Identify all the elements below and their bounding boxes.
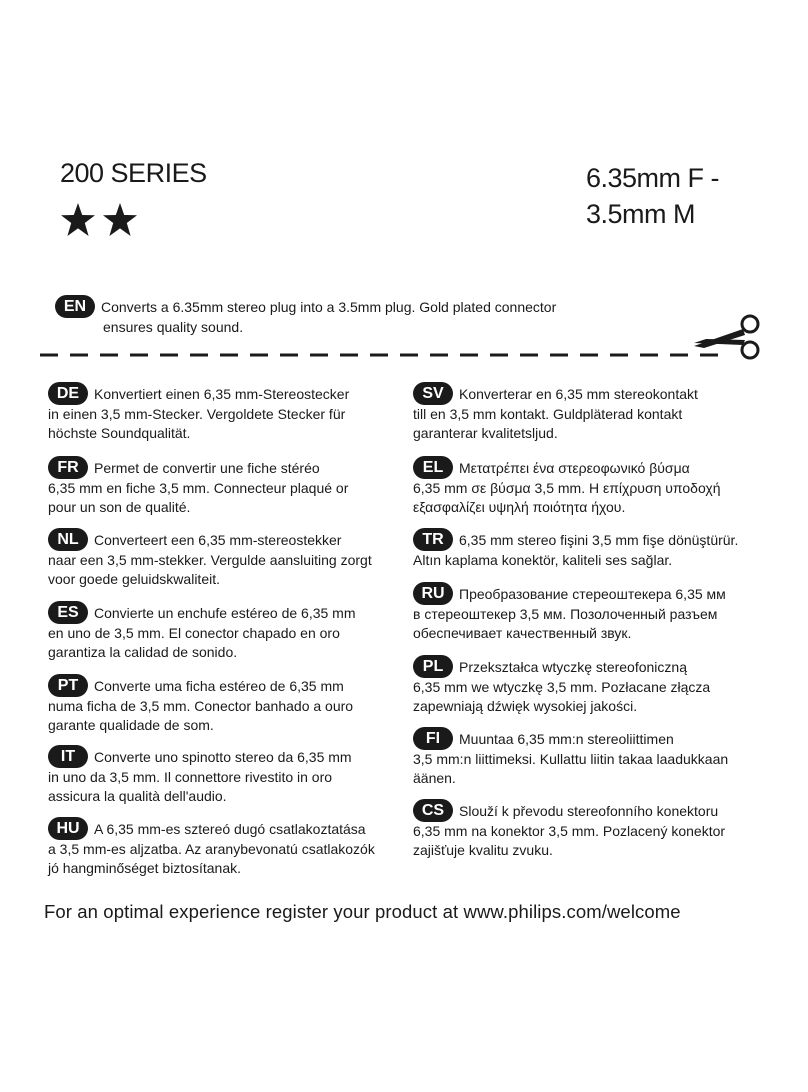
description-line: höchste Soundqualität. (48, 424, 191, 441)
description-line: A 6,35 mm-es sztereó dugó csatlakoztatása (94, 821, 366, 837)
description-line: Permet de convertir une fiche stéréo (94, 460, 320, 476)
description-line: Konvertiert einen 6,35 mm-Stereostecker (94, 386, 350, 402)
description-line: pour un son de qualité. (48, 498, 191, 515)
description-line: in einen 3,5 mm-Stecker. Vergoldete Stecker für (48, 405, 346, 422)
description-sv (413, 385, 698, 443)
description-line: ensures quality sound. (103, 318, 244, 335)
language-badge: DE (48, 382, 88, 405)
star-icon (60, 202, 96, 238)
description-cs (413, 802, 725, 860)
description-fr (48, 459, 348, 517)
description-line: 6,35 mm we wtyczkę 3,5 mm. Pozłacane złącza (413, 678, 711, 695)
description-line: Converte uma ficha estéreo de 6,35 mm (94, 678, 344, 694)
description-en (55, 298, 556, 337)
description-line: Преобразование стереоштекера 6,35 мм (459, 586, 726, 602)
description-line: Altın kaplama konektör, kaliteli ses sağlar. (413, 551, 673, 568)
description-line: 6,35 mm na konektor 3,5 mm. Pozlacený konektor (413, 822, 726, 839)
language-badge: EL (413, 456, 453, 479)
language-badge: IT (48, 745, 88, 768)
description-line: a 3,5 mm-es aljzatba. Az aranybevonatú csatlakozók (48, 840, 375, 857)
description-line: jó hangminőséget biztosítanak. (48, 859, 242, 876)
description-ru (413, 585, 726, 643)
product-name-line-1: 6.35mm F - (586, 163, 720, 193)
description-line: Converts a 6.35mm stereo plug into a 3.5mm plug. Gold plated connector (101, 299, 557, 315)
product-name (586, 160, 746, 232)
description-line: Przekształca wtyczkę stereofoniczną (459, 659, 687, 675)
language-badge: FR (48, 456, 88, 479)
language-badge: SV (413, 382, 453, 405)
description-line: Μετατρέπει ένα στερεοφωνικό βύσμα (459, 460, 690, 476)
scissors-icon (690, 312, 764, 367)
description-line: zapewniają dźwięk wysokiej jakości. (413, 697, 638, 714)
description-line: в стереоштекер 3,5 мм. Позолоченный разъем (413, 605, 718, 622)
description-fi (413, 730, 728, 788)
description-line: numa ficha de 3,5 mm. Conector banhado a ouro (48, 697, 354, 714)
description-line: Slouží k převodu stereofonního konektoru (459, 803, 719, 819)
language-badge: HU (48, 817, 88, 840)
description-it (48, 748, 352, 806)
description-line: till en 3,5 mm kontakt. Guldpläterad kontakt (413, 405, 683, 422)
description-el (413, 459, 721, 517)
language-badge: PT (48, 674, 88, 697)
description-line: 6,35 mm σε βύσμα 3,5 mm. Η επίχρυση υποδοχή (413, 479, 721, 496)
language-badge: FI (413, 727, 453, 750)
cut-line (40, 345, 720, 365)
description-nl (48, 531, 372, 589)
footer-register-text: For an optimal experience register your product at www.philips.com/welcome (44, 901, 681, 922)
description-de (48, 385, 349, 443)
description-line: garantiza la calidad de sonido. (48, 643, 238, 660)
language-badge: PL (413, 655, 453, 678)
description-line: naar een 3,5 mm-stekker. Vergulde aansluiting zorgt (48, 551, 372, 568)
language-badge: RU (413, 582, 453, 605)
description-line: Konverterar en 6,35 mm stereokontakt (459, 386, 698, 402)
description-line: Converteert een 6,35 mm-stereostekker (94, 532, 342, 548)
description-line: 6,35 mm stereo fişini 3,5 mm fişe dönüştürür. (459, 532, 739, 548)
language-badge: TR (413, 528, 453, 551)
description-line: 3,5 mm:n liittimeksi. Kullattu liitin takaa laadukkaan (413, 750, 729, 767)
description-line: assicura la qualità dell'audio. (48, 787, 227, 804)
description-line: voor goede geluidskwaliteit. (48, 570, 220, 587)
language-badge: ES (48, 601, 88, 624)
series-title: 200 SERIES (60, 158, 207, 188)
description-es (48, 604, 356, 662)
description-hu (48, 820, 375, 878)
description-pl (413, 658, 710, 716)
language-badge: NL (48, 528, 88, 551)
description-line: en uno de 3,5 mm. El conector chapado en oro (48, 624, 340, 641)
star-icon (102, 202, 138, 238)
description-line: zajišťuje kvalitu zvuku. (413, 841, 553, 858)
description-line: 6,35 mm en fiche 3,5 mm. Connecteur plaqué or (48, 479, 349, 496)
language-badge: CS (413, 799, 453, 822)
description-tr (413, 531, 738, 570)
rating-stars (60, 202, 138, 238)
description-line: garanterar kvalitetsljud. (413, 424, 558, 441)
description-line: äänen. (413, 769, 456, 786)
description-line: Convierte un enchufe estéreo de 6,35 mm (94, 605, 356, 621)
product-name-line-2: 3.5mm M (586, 199, 696, 229)
description-line: garante qualidade de som. (48, 716, 214, 733)
language-badge: EN (55, 295, 95, 318)
description-line: Converte uno spinotto stereo da 6,35 mm (94, 749, 352, 765)
description-line: Muuntaa 6,35 mm:n stereoliittimen (459, 731, 674, 747)
description-line: εξασφαλίζει υψηλή ποιότητα ήχου. (413, 498, 626, 515)
description-line: обеспечивает качественный звук. (413, 624, 632, 641)
description-line: in uno da 3,5 mm. Il connettore rivestito in oro (48, 768, 333, 785)
description-pt (48, 677, 353, 735)
